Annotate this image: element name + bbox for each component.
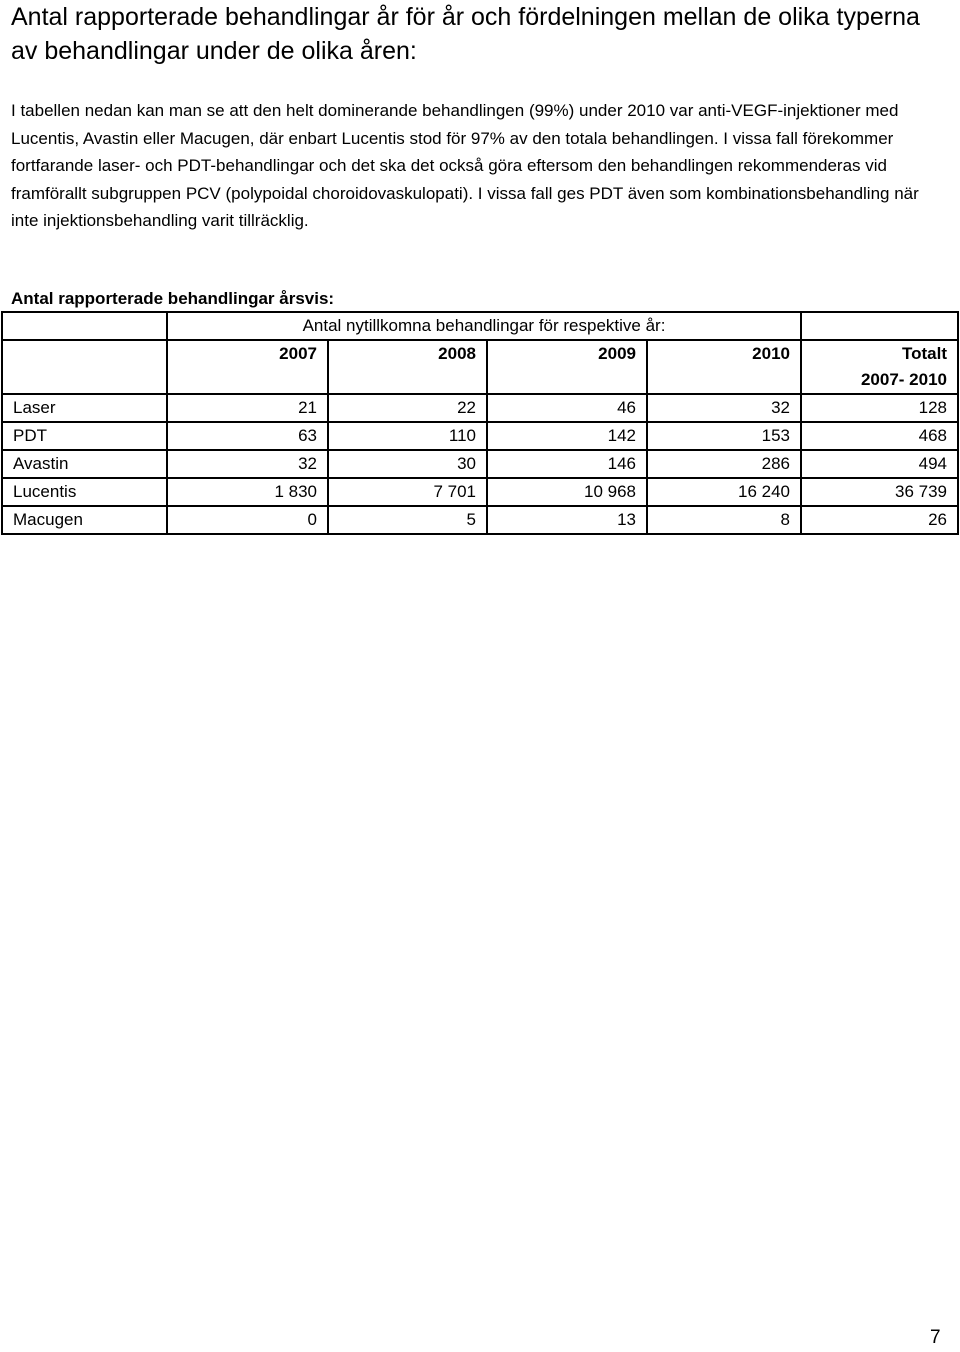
cell-2007: 0 — [167, 506, 328, 534]
table-row-pdt — [2, 422, 958, 450]
cell-2007: 32 — [167, 450, 328, 478]
cell-2009: 10 968 — [487, 478, 647, 506]
row-label: Lucentis — [2, 478, 167, 506]
treatments-table — [1, 311, 959, 535]
row-label: Macugen — [2, 506, 167, 534]
cell-2009: 46 — [487, 394, 647, 422]
cell-2007: 21 — [167, 394, 328, 422]
cell-2010: 153 — [647, 422, 801, 450]
intro-paragraph: I tabellen nedan kan man se att den helt dominerande behandlingen (99%) under 2010 var anti-VEGF-injektioner med Lucentis, Avastin eller Macugen, där enbart Lucentis stod för 97% av den totala behandlingen. I vissa fall förekommer fortfarande laser- och PDT-behandlingar och det ska det också göra eftersom den behandlingen rekommenderas vid framförallt subgruppen PCV (polypoidal choroidovaskulopati). I vissa fall ges PDT även som kombinationsbehandling när inte injektionsbehandling varit tillräcklig. — [11, 101, 919, 230]
cell-2010: 32 — [647, 394, 801, 422]
page-number: 7 — [930, 1327, 941, 1348]
table-title-row — [2, 312, 958, 340]
table-caption: Antal rapporterade behandlingar årsvis: — [11, 289, 335, 308]
row-label: PDT — [2, 422, 167, 450]
cell-2008: 22 — [328, 394, 487, 422]
year-header-2008: 2008 — [328, 340, 487, 394]
table-row-avastin — [2, 450, 958, 478]
cell-2010: 16 240 — [647, 478, 801, 506]
page-heading: Antal rapporterade behandlingar år för år och fördelningen mellan de olika typerna av behandlingar under de olika åren: — [11, 3, 920, 65]
cell-2008: 110 — [328, 422, 487, 450]
row-label: Avastin — [2, 450, 167, 478]
table-row-macugen — [2, 506, 958, 534]
year-header-2010: 2010 — [647, 340, 801, 394]
cell-2010: 286 — [647, 450, 801, 478]
cell-total: 128 — [801, 394, 958, 422]
cell-total: 26 — [801, 506, 958, 534]
cell-2009: 13 — [487, 506, 647, 534]
cell-total: 36 739 — [801, 478, 958, 506]
year-header-2007: 2007 — [167, 340, 328, 394]
table-header-row — [2, 340, 958, 394]
empty-corner-cell — [2, 312, 167, 340]
table-span-title: Antal nytillkomna behandlingar för respektive år: — [167, 312, 801, 340]
cell-2009: 146 — [487, 450, 647, 478]
year-header-2009: 2009 — [487, 340, 647, 394]
row-label: Laser — [2, 394, 167, 422]
table-row-laser — [2, 394, 958, 422]
cell-2007: 63 — [167, 422, 328, 450]
cell-total: 468 — [801, 422, 958, 450]
total-header-line2: 2007- 2010 — [860, 370, 947, 389]
total-header-line1: Totalt — [901, 344, 947, 363]
cell-2008: 5 — [328, 506, 487, 534]
cell-2008: 30 — [328, 450, 487, 478]
table-row-lucentis — [2, 478, 958, 506]
empty-total-title-cell — [801, 312, 958, 340]
cell-2008: 7 701 — [328, 478, 487, 506]
cell-total: 494 — [801, 450, 958, 478]
empty-label-header-cell — [2, 340, 167, 394]
cell-2007: 1 830 — [167, 478, 328, 506]
cell-2010: 8 — [647, 506, 801, 534]
total-header — [801, 340, 958, 394]
cell-2009: 142 — [487, 422, 647, 450]
